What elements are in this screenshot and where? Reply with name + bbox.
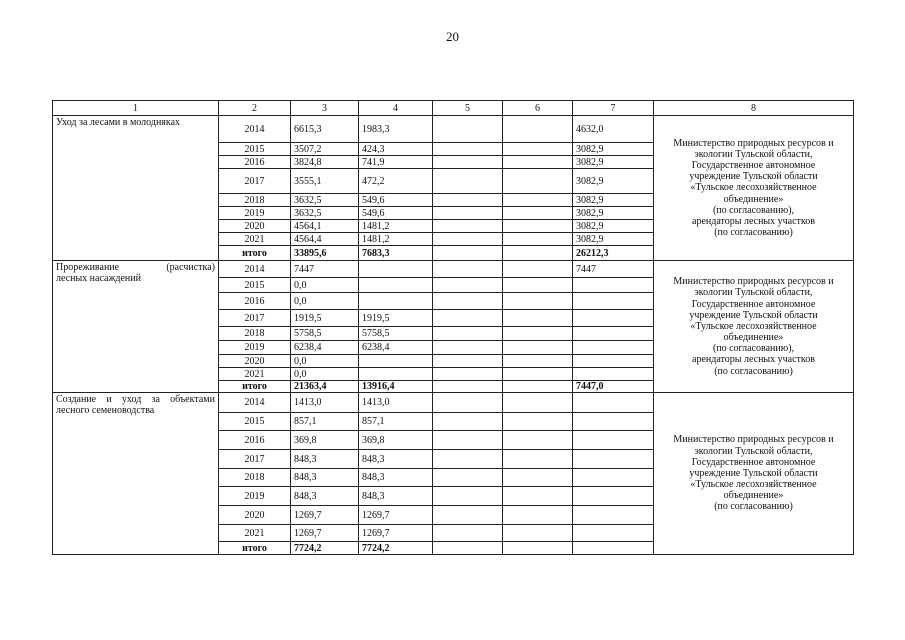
value-cell-c7: 3082,9 [573, 143, 654, 156]
year-cell: 2017 [219, 169, 291, 194]
executor-line: (по согласованию) [714, 365, 793, 377]
header-cell: 1 [53, 101, 219, 116]
year-cell: 2015 [219, 413, 291, 431]
value-cell-c3: 848,3 [291, 450, 359, 469]
executor-line: Министерство природных ресурсов и [673, 434, 834, 446]
value-cell-c3: 7447 [291, 261, 359, 278]
executor-cell [654, 393, 854, 555]
value-cell-c3: 0,0 [291, 293, 359, 310]
value-cell-c5 [433, 355, 503, 368]
year-cell: итого [219, 246, 291, 261]
executor-cell [654, 261, 854, 393]
year-cell: 2017 [219, 450, 291, 469]
program-table [52, 100, 854, 555]
value-cell-c5 [433, 327, 503, 341]
value-cell-c5 [433, 156, 503, 169]
year-cell: 2021 [219, 368, 291, 381]
value-cell-c6 [503, 233, 573, 246]
value-cell-c6 [503, 413, 573, 431]
value-cell-c5 [433, 368, 503, 381]
value-cell-c5 [433, 143, 503, 156]
executor-line: «Тульское лесохозяйственное [690, 182, 817, 194]
activity-word: уход [121, 394, 142, 405]
value-cell-c3: 3555,1 [291, 169, 359, 194]
activity-word: Создание [56, 394, 97, 405]
value-cell-c7 [573, 355, 654, 368]
activity-word: (расчистка) [166, 262, 215, 273]
value-cell-c7 [573, 506, 654, 525]
value-cell-c7: 4632,0 [573, 116, 654, 143]
year-cell: 2014 [219, 261, 291, 278]
value-cell-c4: 13916,4 [359, 381, 433, 393]
value-cell-c7 [573, 341, 654, 355]
year-cell: 2018 [219, 327, 291, 341]
header-cell: 5 [433, 101, 503, 116]
activity-name-cell [53, 393, 219, 555]
value-cell-c4: 7683,3 [359, 246, 433, 261]
value-cell-c5 [433, 341, 503, 355]
value-cell-c5 [433, 542, 503, 555]
value-cell-c6 [503, 194, 573, 207]
executor-line: объединение» [723, 490, 784, 502]
value-cell-c4: 848,3 [359, 487, 433, 506]
value-cell-c5 [433, 261, 503, 278]
value-cell-c4: 549,6 [359, 194, 433, 207]
value-cell-c6 [503, 450, 573, 469]
table-row [53, 393, 854, 413]
value-cell-c5 [433, 293, 503, 310]
value-cell-c4: 1269,7 [359, 506, 433, 525]
value-cell-c5 [433, 116, 503, 143]
activity-name-cell [53, 116, 219, 261]
value-cell-c5 [433, 278, 503, 293]
header-cell: 7 [573, 101, 654, 116]
value-cell-c5 [433, 413, 503, 431]
value-cell-c6 [503, 116, 573, 143]
value-cell-c6 [503, 542, 573, 555]
value-cell-c6 [503, 143, 573, 156]
value-cell-c5 [433, 169, 503, 194]
value-cell-c5 [433, 506, 503, 525]
value-cell-c4 [359, 278, 433, 293]
year-cell: 2017 [219, 310, 291, 327]
executor-line: экологии Тульской области, [694, 287, 813, 299]
value-cell-c3: 6238,4 [291, 341, 359, 355]
value-cell-c4 [359, 355, 433, 368]
year-cell: 2018 [219, 194, 291, 207]
value-cell-c4: 1269,7 [359, 525, 433, 542]
header-cell: 8 [654, 101, 854, 116]
value-cell-c4: 6238,4 [359, 341, 433, 355]
year-cell: 2021 [219, 233, 291, 246]
value-cell-c3: 848,3 [291, 469, 359, 487]
value-cell-c3: 3632,5 [291, 207, 359, 220]
header-cell: 6 [503, 101, 573, 116]
executor-line: учреждение Тульской области [689, 467, 818, 479]
value-cell-c6 [503, 246, 573, 261]
value-cell-c7: 3082,9 [573, 169, 654, 194]
value-cell-c4: 1481,2 [359, 233, 433, 246]
year-cell: 2015 [219, 143, 291, 156]
executor-line: Министерство природных ресурсов и [673, 276, 834, 288]
value-cell-c6 [503, 261, 573, 278]
value-cell-c3: 3632,5 [291, 194, 359, 207]
year-cell: 2014 [219, 393, 291, 413]
value-cell-c4: 857,1 [359, 413, 433, 431]
value-cell-c6 [503, 431, 573, 450]
executor-line: (по согласованию) [714, 227, 793, 239]
year-cell: 2016 [219, 293, 291, 310]
value-cell-c3: 4564,4 [291, 233, 359, 246]
value-cell-c7 [573, 487, 654, 506]
value-cell-c4: 5758,5 [359, 327, 433, 341]
value-cell-c6 [503, 393, 573, 413]
value-cell-c7: 3082,9 [573, 233, 654, 246]
value-cell-c4: 472,2 [359, 169, 433, 194]
header-cell: 3 [291, 101, 359, 116]
value-cell-c6 [503, 278, 573, 293]
value-cell-c7 [573, 327, 654, 341]
value-cell-c3: 7724,2 [291, 542, 359, 555]
value-cell-c7 [573, 469, 654, 487]
value-cell-c6 [503, 525, 573, 542]
value-cell-c3: 857,1 [291, 413, 359, 431]
value-cell-c4: 369,8 [359, 431, 433, 450]
value-cell-c7: 3082,9 [573, 220, 654, 233]
executor-line: экологии Тульской области, [694, 148, 813, 160]
value-cell-c5 [433, 194, 503, 207]
value-cell-c6 [503, 487, 573, 506]
value-cell-c7: 3082,9 [573, 194, 654, 207]
value-cell-c5 [433, 450, 503, 469]
value-cell-c6 [503, 220, 573, 233]
activity-name-line [56, 394, 215, 405]
year-cell: 2014 [219, 116, 291, 143]
value-cell-c7 [573, 413, 654, 431]
value-cell-c3: 3507,2 [291, 143, 359, 156]
value-cell-c7 [573, 310, 654, 327]
value-cell-c4: 848,3 [359, 469, 433, 487]
value-cell-c4: 1481,2 [359, 220, 433, 233]
executor-line: «Тульское лесохозяйственное [690, 320, 817, 332]
value-cell-c6 [503, 293, 573, 310]
value-cell-c6 [503, 355, 573, 368]
activity-word: за [151, 394, 160, 405]
value-cell-c3: 5758,5 [291, 327, 359, 341]
activity-name-line: лесного семеноводства [56, 405, 155, 416]
executor-line: учреждение Тульской области [689, 171, 818, 183]
activity-name-cell [53, 261, 219, 393]
value-cell-c3: 0,0 [291, 368, 359, 381]
year-cell: 2020 [219, 355, 291, 368]
activity-word: объектами [170, 394, 215, 405]
value-cell-c7 [573, 278, 654, 293]
value-cell-c4: 1413,0 [359, 393, 433, 413]
value-cell-c3: 1269,7 [291, 525, 359, 542]
year-cell: 2020 [219, 506, 291, 525]
executor-line: учреждение Тульской области [689, 309, 818, 321]
value-cell-c7: 3082,9 [573, 156, 654, 169]
executor-line: «Тульское лесохозяйственное [690, 479, 817, 491]
executor-line: (по согласованию), [712, 204, 795, 216]
value-cell-c6 [503, 327, 573, 341]
year-cell: 2016 [219, 431, 291, 450]
value-cell-c4: 848,3 [359, 450, 433, 469]
value-cell-c3: 21363,4 [291, 381, 359, 393]
value-cell-c3: 0,0 [291, 355, 359, 368]
value-cell-c7: 7447,0 [573, 381, 654, 393]
table-row [53, 116, 854, 143]
value-cell-c3: 33895,6 [291, 246, 359, 261]
executor-line: Государственное автономное [691, 160, 816, 172]
year-cell: 2019 [219, 207, 291, 220]
value-cell-c6 [503, 156, 573, 169]
value-cell-c6 [503, 310, 573, 327]
executor-line: Государственное автономное [691, 298, 816, 310]
value-cell-c7 [573, 431, 654, 450]
value-cell-c6 [503, 207, 573, 220]
value-cell-c5 [433, 233, 503, 246]
value-cell-c4: 741,9 [359, 156, 433, 169]
header-cell: 2 [219, 101, 291, 116]
executor-line: объединение» [723, 332, 784, 344]
value-cell-c5 [433, 431, 503, 450]
value-cell-c4: 424,3 [359, 143, 433, 156]
executor-line: арендаторы лесных участков [692, 215, 815, 227]
value-cell-c5 [433, 393, 503, 413]
value-cell-c3: 4564,1 [291, 220, 359, 233]
value-cell-c6 [503, 381, 573, 393]
executor-line: (по согласованию), [712, 343, 795, 355]
value-cell-c7 [573, 368, 654, 381]
value-cell-c5 [433, 246, 503, 261]
value-cell-c3: 6615,3 [291, 116, 359, 143]
value-cell-c5 [433, 525, 503, 542]
value-cell-c7 [573, 393, 654, 413]
value-cell-c5 [433, 310, 503, 327]
year-cell: 2016 [219, 156, 291, 169]
year-cell: 2018 [219, 469, 291, 487]
value-cell-c4: 1919,5 [359, 310, 433, 327]
executor-line: арендаторы лесных участков [692, 354, 815, 366]
value-cell-c7 [573, 525, 654, 542]
executor-line: Министерство природных ресурсов и [673, 137, 834, 149]
executor-line: экологии Тульской области, [694, 445, 813, 457]
value-cell-c5 [433, 487, 503, 506]
value-cell-c5 [433, 469, 503, 487]
table-body [53, 101, 854, 555]
value-cell-c6 [503, 469, 573, 487]
value-cell-c7: 7447 [573, 261, 654, 278]
value-cell-c7 [573, 450, 654, 469]
year-cell: 2019 [219, 487, 291, 506]
value-cell-c3: 369,8 [291, 431, 359, 450]
year-cell: 2021 [219, 525, 291, 542]
year-cell: итого [219, 542, 291, 555]
activity-word: Прореживание [56, 262, 120, 273]
value-cell-c4: 549,6 [359, 207, 433, 220]
value-cell-c7 [573, 542, 654, 555]
year-cell: итого [219, 381, 291, 393]
value-cell-c7 [573, 293, 654, 310]
value-cell-c4 [359, 293, 433, 310]
year-cell: 2019 [219, 341, 291, 355]
value-cell-c4 [359, 261, 433, 278]
value-cell-c6 [503, 341, 573, 355]
value-cell-c3: 3824,8 [291, 156, 359, 169]
activity-name-line: лесных насаждений [56, 273, 141, 284]
activity-name-line [56, 262, 215, 273]
executor-line: объединение» [723, 193, 784, 205]
value-cell-c3: 1269,7 [291, 506, 359, 525]
activity-word: и [106, 394, 112, 405]
value-cell-c3: 1413,0 [291, 393, 359, 413]
table-row [53, 261, 854, 278]
value-cell-c7: 3082,9 [573, 207, 654, 220]
table-header-row [53, 101, 854, 116]
activity-name-line: Уход за лесами в молодняках [56, 117, 181, 128]
value-cell-c3: 1919,5 [291, 310, 359, 327]
value-cell-c5 [433, 207, 503, 220]
executor-line: Государственное автономное [691, 456, 816, 468]
value-cell-c4: 1983,3 [359, 116, 433, 143]
value-cell-c5 [433, 381, 503, 393]
value-cell-c4: 7724,2 [359, 542, 433, 555]
year-cell: 2015 [219, 278, 291, 293]
value-cell-c3: 848,3 [291, 487, 359, 506]
value-cell-c6 [503, 368, 573, 381]
executor-line: (по согласованию) [714, 501, 793, 513]
value-cell-c5 [433, 220, 503, 233]
value-cell-c7: 26212,3 [573, 246, 654, 261]
value-cell-c4 [359, 368, 433, 381]
year-cell: 2020 [219, 220, 291, 233]
value-cell-c6 [503, 169, 573, 194]
page-number: 20 [446, 29, 459, 44]
executor-cell [654, 116, 854, 261]
header-cell: 4 [359, 101, 433, 116]
value-cell-c3: 0,0 [291, 278, 359, 293]
value-cell-c6 [503, 506, 573, 525]
